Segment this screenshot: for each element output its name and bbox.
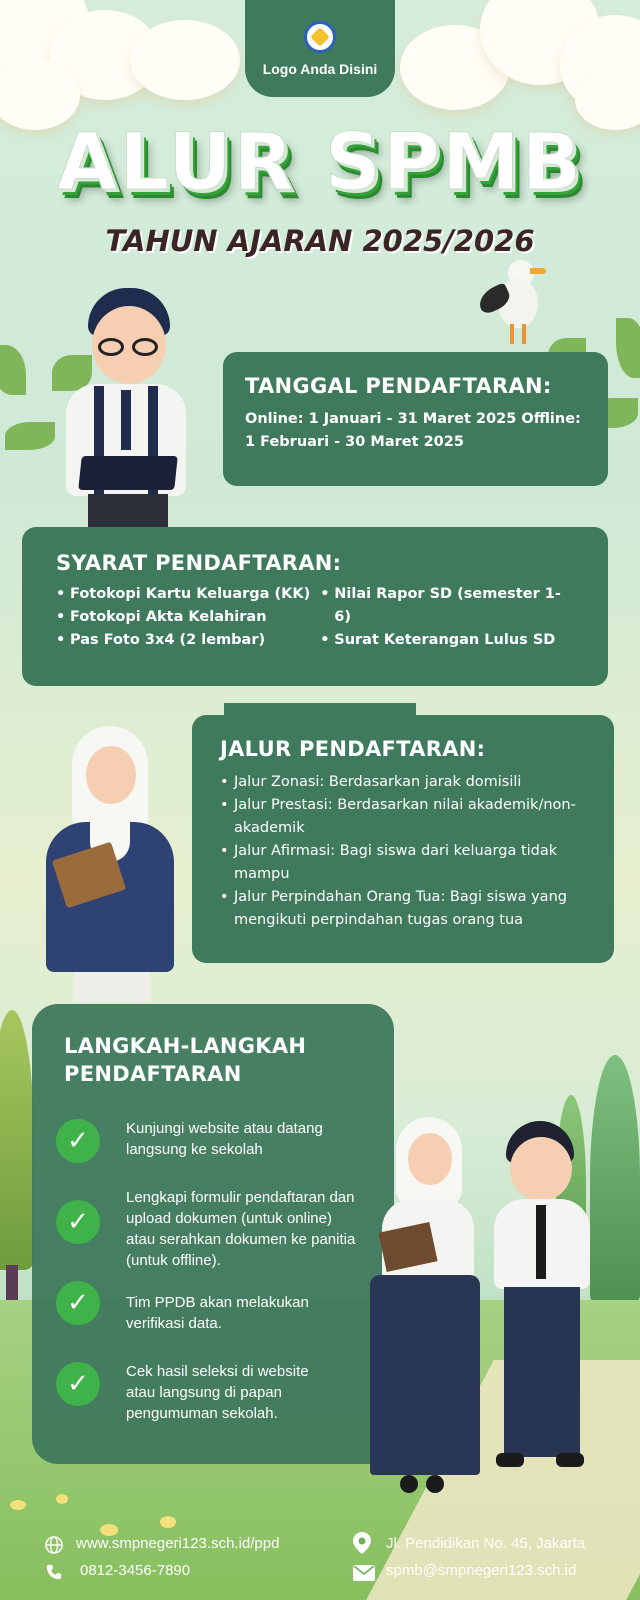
main-title: ALUR SPMB — [56, 118, 584, 208]
step-text-3: Tim PPDB akan melakukan verifikasi data. — [126, 1294, 309, 1332]
syarat-list-right — [320, 583, 574, 652]
cloud-left-3 — [130, 20, 240, 100]
students-pair-illustration — [360, 1115, 610, 1515]
footer-website[interactable]: www.smpnegeri123.sch.id/ppd — [76, 1535, 280, 1552]
subtitle: TAHUN AJARAN 2025/2026 — [105, 224, 535, 258]
step-text-1: Kunjungi website atau datang langsung ke sekolah — [126, 1120, 323, 1158]
list-item: • Fotokopi Akta Kelahiran — [56, 606, 320, 629]
check-icon: ✓ — [56, 1362, 100, 1406]
flower-icon — [56, 1494, 68, 1504]
location-pin-icon — [352, 1533, 372, 1553]
leaf-icon — [616, 318, 640, 378]
langkah-heading-line1: LANGKAH-LANGKAH — [64, 1034, 307, 1058]
email-icon — [352, 1563, 376, 1583]
list-item: • Jalur Perpindahan Orang Tua: Bagi siswa yang mengikuti perpindahan tugas orang tua — [220, 886, 586, 932]
tanggal-heading: TANGGAL PENDAFTARAN: — [245, 374, 552, 398]
footer-address: Jl. Pendidikan No. 45, Jakarta — [386, 1535, 586, 1552]
logo-text: Logo Anda Disini — [262, 60, 378, 77]
syarat-list-left — [56, 583, 320, 652]
list-item: • Pas Foto 3x4 (2 lembar) — [56, 629, 320, 652]
list-item: • Fotokopi Kartu Keluarga (KK) — [56, 583, 320, 606]
tanggal-pendaftaran-card — [223, 352, 608, 486]
globe-icon — [44, 1535, 64, 1555]
langkah-heading-line2: PENDAFTARAN — [64, 1062, 242, 1086]
leaf-icon — [5, 422, 55, 450]
list-item: • Jalur Afirmasi: Bagi siswa dari keluarga tidak mampu — [220, 840, 586, 886]
student-boy-reading-illustration — [58, 288, 188, 528]
phone-icon — [44, 1562, 64, 1582]
check-icon: ✓ — [56, 1200, 100, 1244]
list-item: • Jalur Zonasi: Berdasarkan jarak domisili — [220, 771, 586, 794]
check-icon: ✓ — [56, 1119, 100, 1163]
step-text-2: Lengkapi formulir pendaftaran dan upload dokumen (untuk online) atau serahkan dokumen ke panitia (untuk offline). — [126, 1189, 356, 1269]
jalur-list — [220, 771, 586, 932]
flower-icon — [160, 1516, 176, 1528]
check-icon: ✓ — [56, 1281, 100, 1325]
leaf-icon — [0, 345, 26, 395]
jalur-heading: JALUR PENDAFTARAN: — [220, 737, 486, 761]
list-item: • Surat Keterangan Lulus SD — [320, 629, 574, 652]
syarat-pendaftaran-card — [22, 527, 608, 686]
footer-email[interactable]: spmb@smpnegeri123.sch.id — [386, 1562, 577, 1579]
flower-icon — [10, 1500, 26, 1510]
footer-phone[interactable]: 0812-3456-7890 — [80, 1562, 191, 1579]
syarat-heading: SYARAT PENDAFTARAN: — [56, 551, 342, 575]
jalur-pendaftaran-card — [192, 715, 614, 963]
step-text-4: Cek hasil seleksi di website atau langsung di papan pengumuman sekolah. — [126, 1363, 309, 1422]
list-item: • Jalur Prestasi: Berdasarkan nilai akademik/non-akademik — [220, 794, 586, 840]
list-item: • Nilai Rapor SD (semester 1-6) — [320, 583, 574, 629]
logo-tab — [245, 0, 395, 97]
student-girl-reading-illustration — [40, 726, 180, 1006]
school-emblem-icon — [304, 21, 336, 53]
tanggal-text: Online: 1 Januari - 31 Maret 2025 Offline: 1 Februari - 30 Maret 2025 — [245, 411, 581, 450]
tree-illustration — [0, 1010, 34, 1270]
seagull-illustration — [478, 258, 548, 350]
